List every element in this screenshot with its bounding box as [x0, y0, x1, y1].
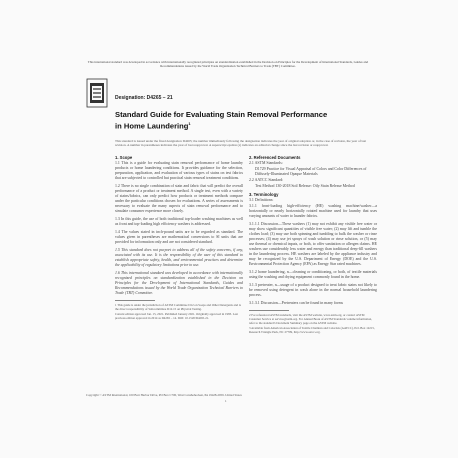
document-title	[115, 110, 335, 131]
paragraph-3-1: 3.1 Definitions:	[249, 198, 274, 202]
paragraph-1-2: 1.2 There is no single combination of stain and fabric that will predict the overall performance of a product or treatment method. A single test, even with a variety of stains/fabrics, can only predict how products or treatment methods compare under the particular conditions chosen for evaluations. A series of assessments is necessary to evaluate the many aspects of stain removal performance and to simulate consumer experience more closely.	[115, 184, 243, 213]
issue-note: This standard is issued under the fixed designation D4265; the number immediately following the designation indicates the year of original adoption or, in the case of revision, the year of last revision. A number in parentheses indicates the year of last reapproval. A superscript epsilon (ε) indicates an editorial change since the last revision or reapproval.	[115, 139, 367, 147]
paragraph-1-1: 1.1 This is a guide for evaluating stain removal performance of home laundry products or home laundering conditions. It provides guidance for the selection, preparation, application, and evaluation of various types of stains on test fabrics that are subjected to controlled but practical stain removal treatment conditions.	[115, 161, 243, 180]
title-text: Standard Guide for Evaluating Stain Removal Performance in Home Laundering	[115, 110, 328, 131]
copyright-footer: Copyright © ASTM International, 100 Barr Harbor Drive, PO Box C700, West Conshohocken, PA 19428-2959. United States	[86, 393, 242, 397]
referenced-documents-heading: 2. Referenced Documents	[249, 155, 301, 160]
title-footnote-marker: 1	[188, 121, 191, 126]
paragraph-1-3: 1.3 In this guide, the use of both traditional top-loader washing machines as well as front and top-loading high efficiency washers is addressed.	[115, 217, 243, 226]
footnote-2: 2 For referenced ASTM standards, visit the ASTM website, www.astm.org, or contact ASTM Customer Service at service@astm.org. For Annual Book of ASTM Standards volume information, refer to the standard's Document Summary page on the ASTM website.	[249, 313, 372, 325]
paragraph-3-1-1: 3.1.1 front-loading high-efficiency (HE) washing machine/washer—a horizontally or nearly horizontally rotated machine used for laundry that uses varying amounts of water to launder fabrics.	[249, 204, 377, 218]
scope-heading: 1. Scope	[115, 155, 133, 160]
footnote-rule	[115, 300, 155, 301]
footnote-1: 1 This guide is under the jurisdiction of ASTM Committee D12 on Soaps and Other Detergents and is the direct responsibility of Subcommittee D12.15 on Physical Testing.	[115, 303, 241, 311]
astm-logo-icon	[86, 78, 108, 108]
paragraph-3-1-3: 3.1.3 pretreater, n—usage of a product designed to treat fabric stains not likely to be removed using detergent in wash alone in the normal household laundering process.	[249, 283, 377, 297]
footnote-3: 3 Available from American Association of Textile Chemists and Colorists (AATCC), P.O. Box 12215, Research Triangle Park, NC 27709, http://www.aatcc.org.	[249, 326, 375, 334]
paragraph-2-2: 2.2 AATCC Standard:	[249, 178, 284, 182]
wto-banner: This international standard was developed in accordance with internationally recognized principles on standardization established in the Decision on Principles for the Development of International Standards, Guides and Recommendations issued by the World Trade Organization Technical Barriers to Trade (TBT) Committee.	[87, 60, 369, 68]
right-column	[249, 155, 377, 335]
paragraph-3-1-1-1: 3.1.1.1 Discussion—These washers (1) may not exhibit any visible free water or may show significant quantities of visible free water; (2) may lift and tumble the clothes load; (3) may use both spinning and tumbling to bulk the washer or rinse processes; (4) may use jet sprays of wash solution or rinse solution, or (5) may use thermal or chemical inputs, or both, to offer sanitation or allergen claims. HE washers use considerably less water and energy than traditional deep-fill washers in the laundering process. HE washers are labeled by the appliance industry and may be recognized by the U.S. Department of Energy (DOE) and the U.S. Environmental Protection Agency (EPA) as Energy Star rated machines.	[249, 222, 377, 266]
paragraph-3-1-2: 3.1.2 home laundering, n—cleaning or conditioning, or both, of textile materials using the washing and drying equipment commonly found in the home.	[249, 270, 377, 279]
paragraph-1-5: 1.5 This standard does not purport to address all of the safety concerns, if any, associated with its use. It is the responsibility of the user of this standard to establish appropriate safety, health, and environmental practices and determine the applicability of regulatory limitations prior to use.	[115, 248, 243, 267]
reference-d1729: D1729 Practice for Visual Appraisal of Colors and Color Differences of Diffusely-Illuminated Opaque Materials	[255, 167, 367, 176]
designation: Designation: D4265 − 21	[115, 95, 173, 101]
paragraph-2-1: 2.1 ASTM Standards:	[249, 161, 283, 165]
left-column	[115, 155, 243, 321]
footnote-rule-right	[249, 310, 289, 311]
paragraph-1-4: 1.4 The values stated in inch-pound units are to be regarded as standard. The values given in parentheses are mathematical conversions to SI units that are provided for information only and are not considered standard.	[115, 230, 243, 244]
footnote-edition: Current edition approved Jan. 15, 2021. Published January 2021. Originally approved in 1983. Last previous edition approved in 2014 as D4265 – 14. DOI: 10.1520/D4265-21.	[115, 312, 239, 320]
reference-aatcc-130: Test Method 130-2018 Soil Release: Oily Stain Release Method	[255, 184, 355, 188]
paragraph-3-1-3-1: 3.1.3.1 Discussion—Pretreaters can be found in many forms	[249, 301, 344, 305]
terminology-heading: 3. Terminology	[249, 192, 279, 197]
paragraph-1-6: 1.6 This international standard was developed in accordance with internationally recognized principles on standardization established in the Decision on Principles for the Development of International Standards, Guides and Recommendations issued by the World Trade Organization Technical Barriers to Trade (TBT) Committee.	[115, 271, 243, 295]
page-number: 1	[225, 399, 227, 403]
